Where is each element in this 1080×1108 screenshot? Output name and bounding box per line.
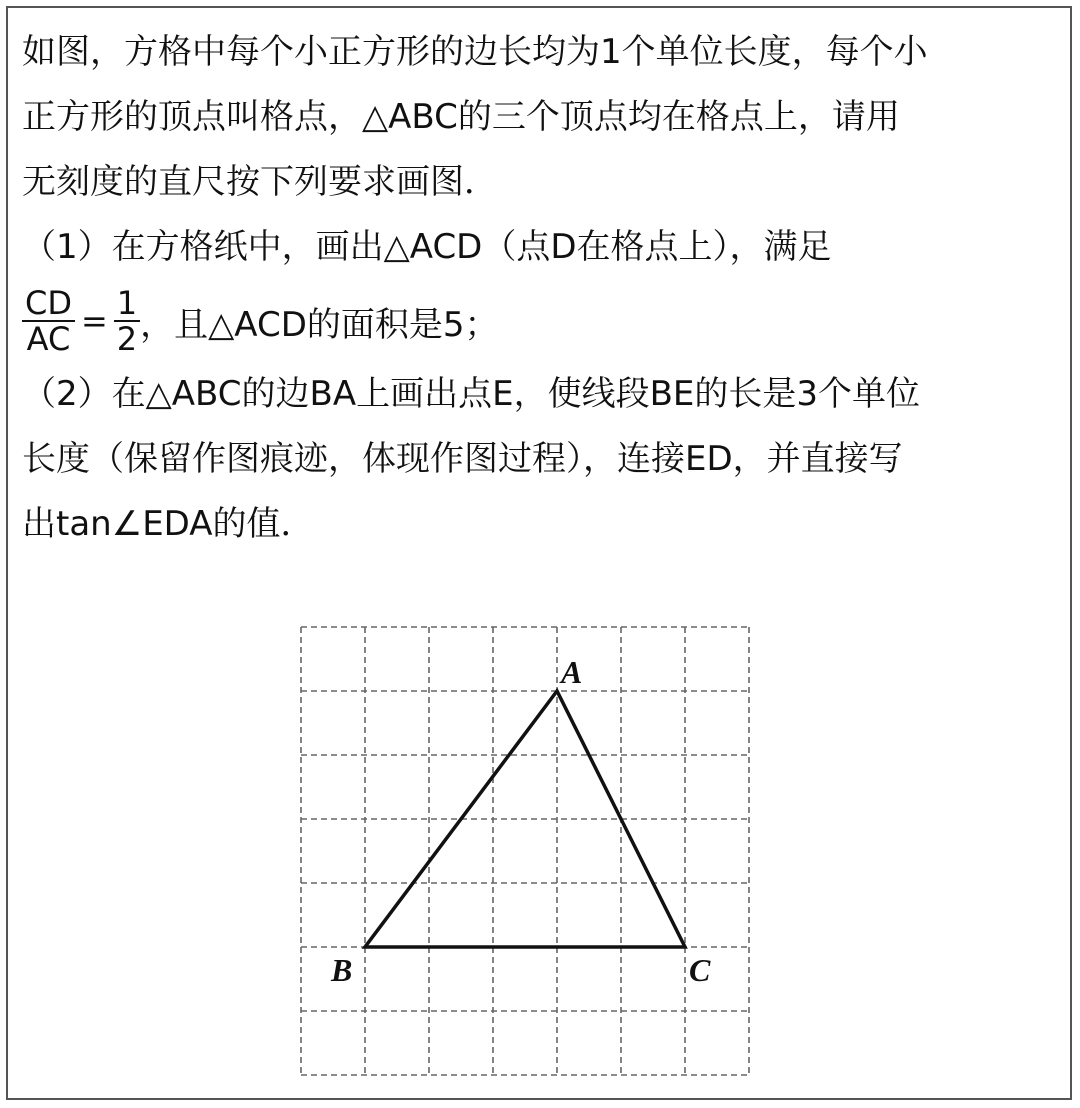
part2-line-2: 长度（保留作图痕迹，体现作图过程），连接ED，并直接写 <box>22 439 903 479</box>
intro-line-1: 如图，方格中每个小正方形的边长均为1个单位长度，每个小 <box>22 32 928 72</box>
fraction-denominator-2: 2 <box>116 320 138 358</box>
equals-sign: = <box>80 302 108 340</box>
grid-figure <box>296 622 752 1088</box>
fraction-condition <box>22 280 1052 362</box>
vertex-label-b: B <box>331 952 353 988</box>
fraction-one-half <box>114 286 140 356</box>
fraction-numerator-1: 1 <box>116 284 138 322</box>
grid-svg <box>296 622 752 1088</box>
part2-line-3: 出tan∠EDA的值． <box>22 504 315 544</box>
vertex-label-c: C <box>689 952 711 988</box>
fraction-denominator-ac: AC <box>26 320 71 358</box>
intro-line-2: 正方形的顶点叫格点，△ABC的三个顶点均在格点上，请用 <box>22 97 900 137</box>
vertex-label-a: A <box>561 654 583 690</box>
part1-line: （1）在方格纸中，画出△ACD（点D在格点上），满足 <box>22 227 832 267</box>
part2-line-1: （2）在△ABC的边BA上画出点E，使线段BE的长是3个单位 <box>22 374 921 414</box>
problem-text <box>22 20 1052 557</box>
fraction-cd-ac <box>22 286 75 356</box>
intro-line-3: 无刻度的直尺按下列要求画图． <box>22 162 498 202</box>
fraction-numerator-cd: CD <box>25 284 72 322</box>
fraction-suffix: ，且△ACD的面积是5； <box>140 304 499 345</box>
grid-lines <box>301 627 749 1075</box>
